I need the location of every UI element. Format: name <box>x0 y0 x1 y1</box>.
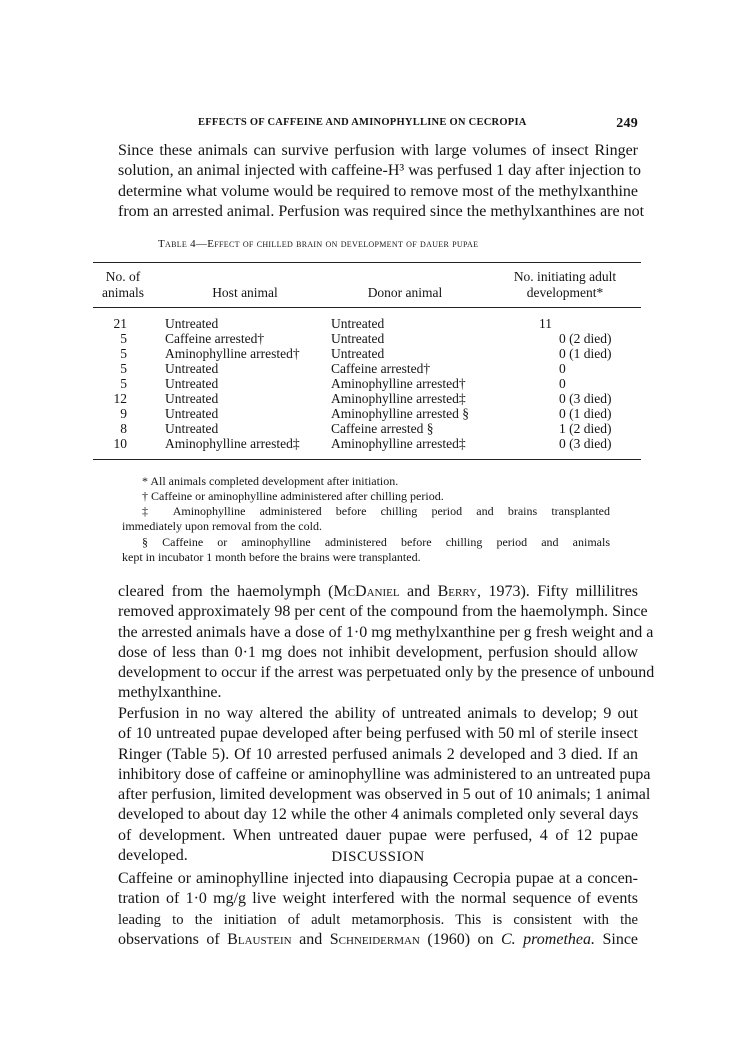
text-line: developed to about day 12 while the other 4 animals completed only several days <box>118 806 639 824</box>
footnote-section-cont: kept in incubator 1 month before the brains were transplanted. <box>122 550 421 564</box>
page-number: 249 <box>616 116 638 131</box>
paragraph-perfusion-result <box>118 582 655 704</box>
col-header-line: development* <box>526 285 604 300</box>
cell-donor: Aminophylline arrested‡ <box>331 391 466 406</box>
text-run: Since <box>595 930 639 948</box>
text-run: (1960) on <box>419 930 501 948</box>
paragraph-untreated-perfusion <box>118 704 651 866</box>
running-title: EFFECTS OF CAFFEINE AND AMINOPHYLLINE ON CECROPIA <box>198 117 527 128</box>
cell-donor: Caffeine arrested § <box>331 421 434 436</box>
text-line: leading to the initiation of adult metamorphosis. This is consistent with the <box>118 911 638 928</box>
cell-donor: Aminophylline arrested† <box>331 376 466 391</box>
text-line: from an arrested animal. Perfusion was required since the methylxanthines are not <box>118 202 645 220</box>
cell-no-animals: 5 <box>120 331 127 346</box>
cell-donor: Untreated <box>331 331 385 346</box>
table-row <box>93 406 641 421</box>
table-header-rule <box>93 307 641 308</box>
cell-development: 11 <box>539 316 552 331</box>
text-line: the arrested animals have a dose of 1·0 mg methylxanthine per g fresh weight and a <box>118 623 654 641</box>
text-line: developed. <box>118 847 188 865</box>
citation-author: Berry <box>437 583 477 600</box>
text-line: removed approximately 98 per cent of the compound from the haemolymph. Since <box>118 603 648 621</box>
table-row <box>93 361 641 376</box>
paragraph-perfusion-intro <box>118 141 645 222</box>
text-line: after perfusion, limited development was observed in 5 out of 10 animals; 1 animal <box>118 786 651 804</box>
col-header-donor: Donor animal <box>367 285 443 300</box>
col-header-line: animals <box>102 285 144 300</box>
cell-development: 0 (3 died) <box>559 436 612 451</box>
cell-development: 0 (2 died) <box>559 331 612 346</box>
cell-development: 0 <box>559 361 566 376</box>
paragraph-discussion <box>118 869 638 950</box>
footnote-double-dagger-cont: immediately upon removal from the cold. <box>122 519 322 533</box>
species-name: C. promethea. <box>501 930 595 948</box>
text-run: cleared from the haemolymph ( <box>118 583 334 600</box>
table-row <box>93 376 641 391</box>
cell-donor: Caffeine arrested† <box>331 361 431 376</box>
footnote-double-dagger: ‡ Aminophylline administered before chilling period and brains transplanted <box>142 504 610 518</box>
text-line: of 10 untreated pupae developed after being perfused with 50 ml of sterile insect <box>118 725 638 743</box>
cell-donor: Untreated <box>331 316 385 331</box>
cell-host: Untreated <box>165 391 219 406</box>
text-line: dose of less than 0·1 mg does not inhibit development, perfusion should allow <box>118 643 638 661</box>
text-line: Since these animals can survive perfusion with large volumes of insect Ringer <box>118 142 638 159</box>
col-header-line: No. initiating adult <box>513 269 617 284</box>
cell-no-animals: 5 <box>120 376 127 391</box>
table-row <box>93 421 641 436</box>
cell-host: Aminophylline arrested† <box>165 346 300 361</box>
table-bottom-rule <box>93 459 641 460</box>
footnote-asterisk: * All animals completed development after initiation. <box>142 474 399 488</box>
footnote-section: § Caffeine or aminophylline administered before chilling period and animals <box>142 535 610 549</box>
citation-author: Schneiderman <box>329 930 420 948</box>
text-run: and <box>399 583 438 600</box>
text-line: Perfusion in no way altered the ability of untreated animals to develop; 9 out <box>118 705 638 722</box>
section-heading-discussion: DISCUSSION <box>331 849 425 865</box>
cell-donor: Aminophylline arrested § <box>331 406 469 421</box>
footnote-dagger: † Caffeine or aminophylline administered after chilling period. <box>142 489 444 503</box>
cell-development: 0 (1 died) <box>559 346 612 361</box>
table-row <box>93 436 641 451</box>
cell-host: Aminophylline arrested‡ <box>165 436 300 451</box>
cell-host: Caffeine arrested† <box>165 331 265 346</box>
cell-host: Untreated <box>165 361 219 376</box>
text-line: determine what volume would be required to remove most of the methylxanthine <box>118 182 638 200</box>
col-header-host: Host animal <box>212 285 278 300</box>
text-line: Ringer (Table 5). Of 10 arrested perfused animals 2 developed and 3 died. If an <box>118 745 638 763</box>
text-line: solution, an animal injected with caffeine-H³ was perfused 1 day after injection to <box>118 162 641 180</box>
cell-no-animals: 9 <box>120 406 127 421</box>
cell-no-animals: 10 <box>113 436 127 451</box>
cell-development: 1 (2 died) <box>559 421 612 436</box>
table-top-rule <box>93 262 641 263</box>
cell-donor: Untreated <box>331 346 385 361</box>
cell-donor: Aminophylline arrested‡ <box>331 436 466 451</box>
cell-host: Untreated <box>165 316 219 331</box>
text-run: and <box>291 930 330 948</box>
text-line: inhibitory dose of caffeine or aminophylline was administered to an untreated pupa <box>118 765 651 783</box>
cell-host: Untreated <box>165 376 219 391</box>
text-line: development to occur if the arrest was perpetuated only by the presence of unbound <box>118 664 655 682</box>
cell-no-animals: 21 <box>113 316 127 331</box>
cell-host: Untreated <box>165 421 219 436</box>
text-run: , 1973). Fifty millilitres <box>477 583 638 600</box>
col-header-no-animals <box>93 269 153 301</box>
cell-development: 0 (1 died) <box>559 406 612 421</box>
table-row <box>93 346 641 361</box>
col-header-line: No. of <box>105 269 141 284</box>
text-line: tration of 1·0 mg/g live weight interfered with the normal sequence of events <box>118 890 638 908</box>
table-row <box>93 331 641 346</box>
citation-author: McDaniel <box>333 583 400 600</box>
cell-no-animals: 8 <box>120 421 127 436</box>
text-line: methylxanthine. <box>118 684 222 702</box>
text-line: Caffeine or aminophylline injected into diapausing Cecropia pupae at a concen- <box>118 870 638 887</box>
table-row <box>93 316 641 331</box>
cell-development: 0 (3 died) <box>559 391 612 406</box>
cell-no-animals: 5 <box>120 346 127 361</box>
cell-no-animals: 5 <box>120 361 127 376</box>
text-line: of development. When untreated dauer pupae were perfused, 4 of 12 pupae <box>118 826 638 844</box>
table-row <box>93 391 641 406</box>
cell-host: Untreated <box>165 406 219 421</box>
text-line <box>118 582 638 602</box>
table-title: Table 4—Effect of chilled brain on development of dauer pupae <box>158 238 479 250</box>
text-line <box>118 930 638 950</box>
col-header-development <box>495 269 635 301</box>
citation-author: Blaustein <box>227 930 292 948</box>
text-run: observations of <box>118 930 228 948</box>
cell-development: 0 <box>559 376 566 391</box>
cell-no-animals: 12 <box>113 391 127 406</box>
